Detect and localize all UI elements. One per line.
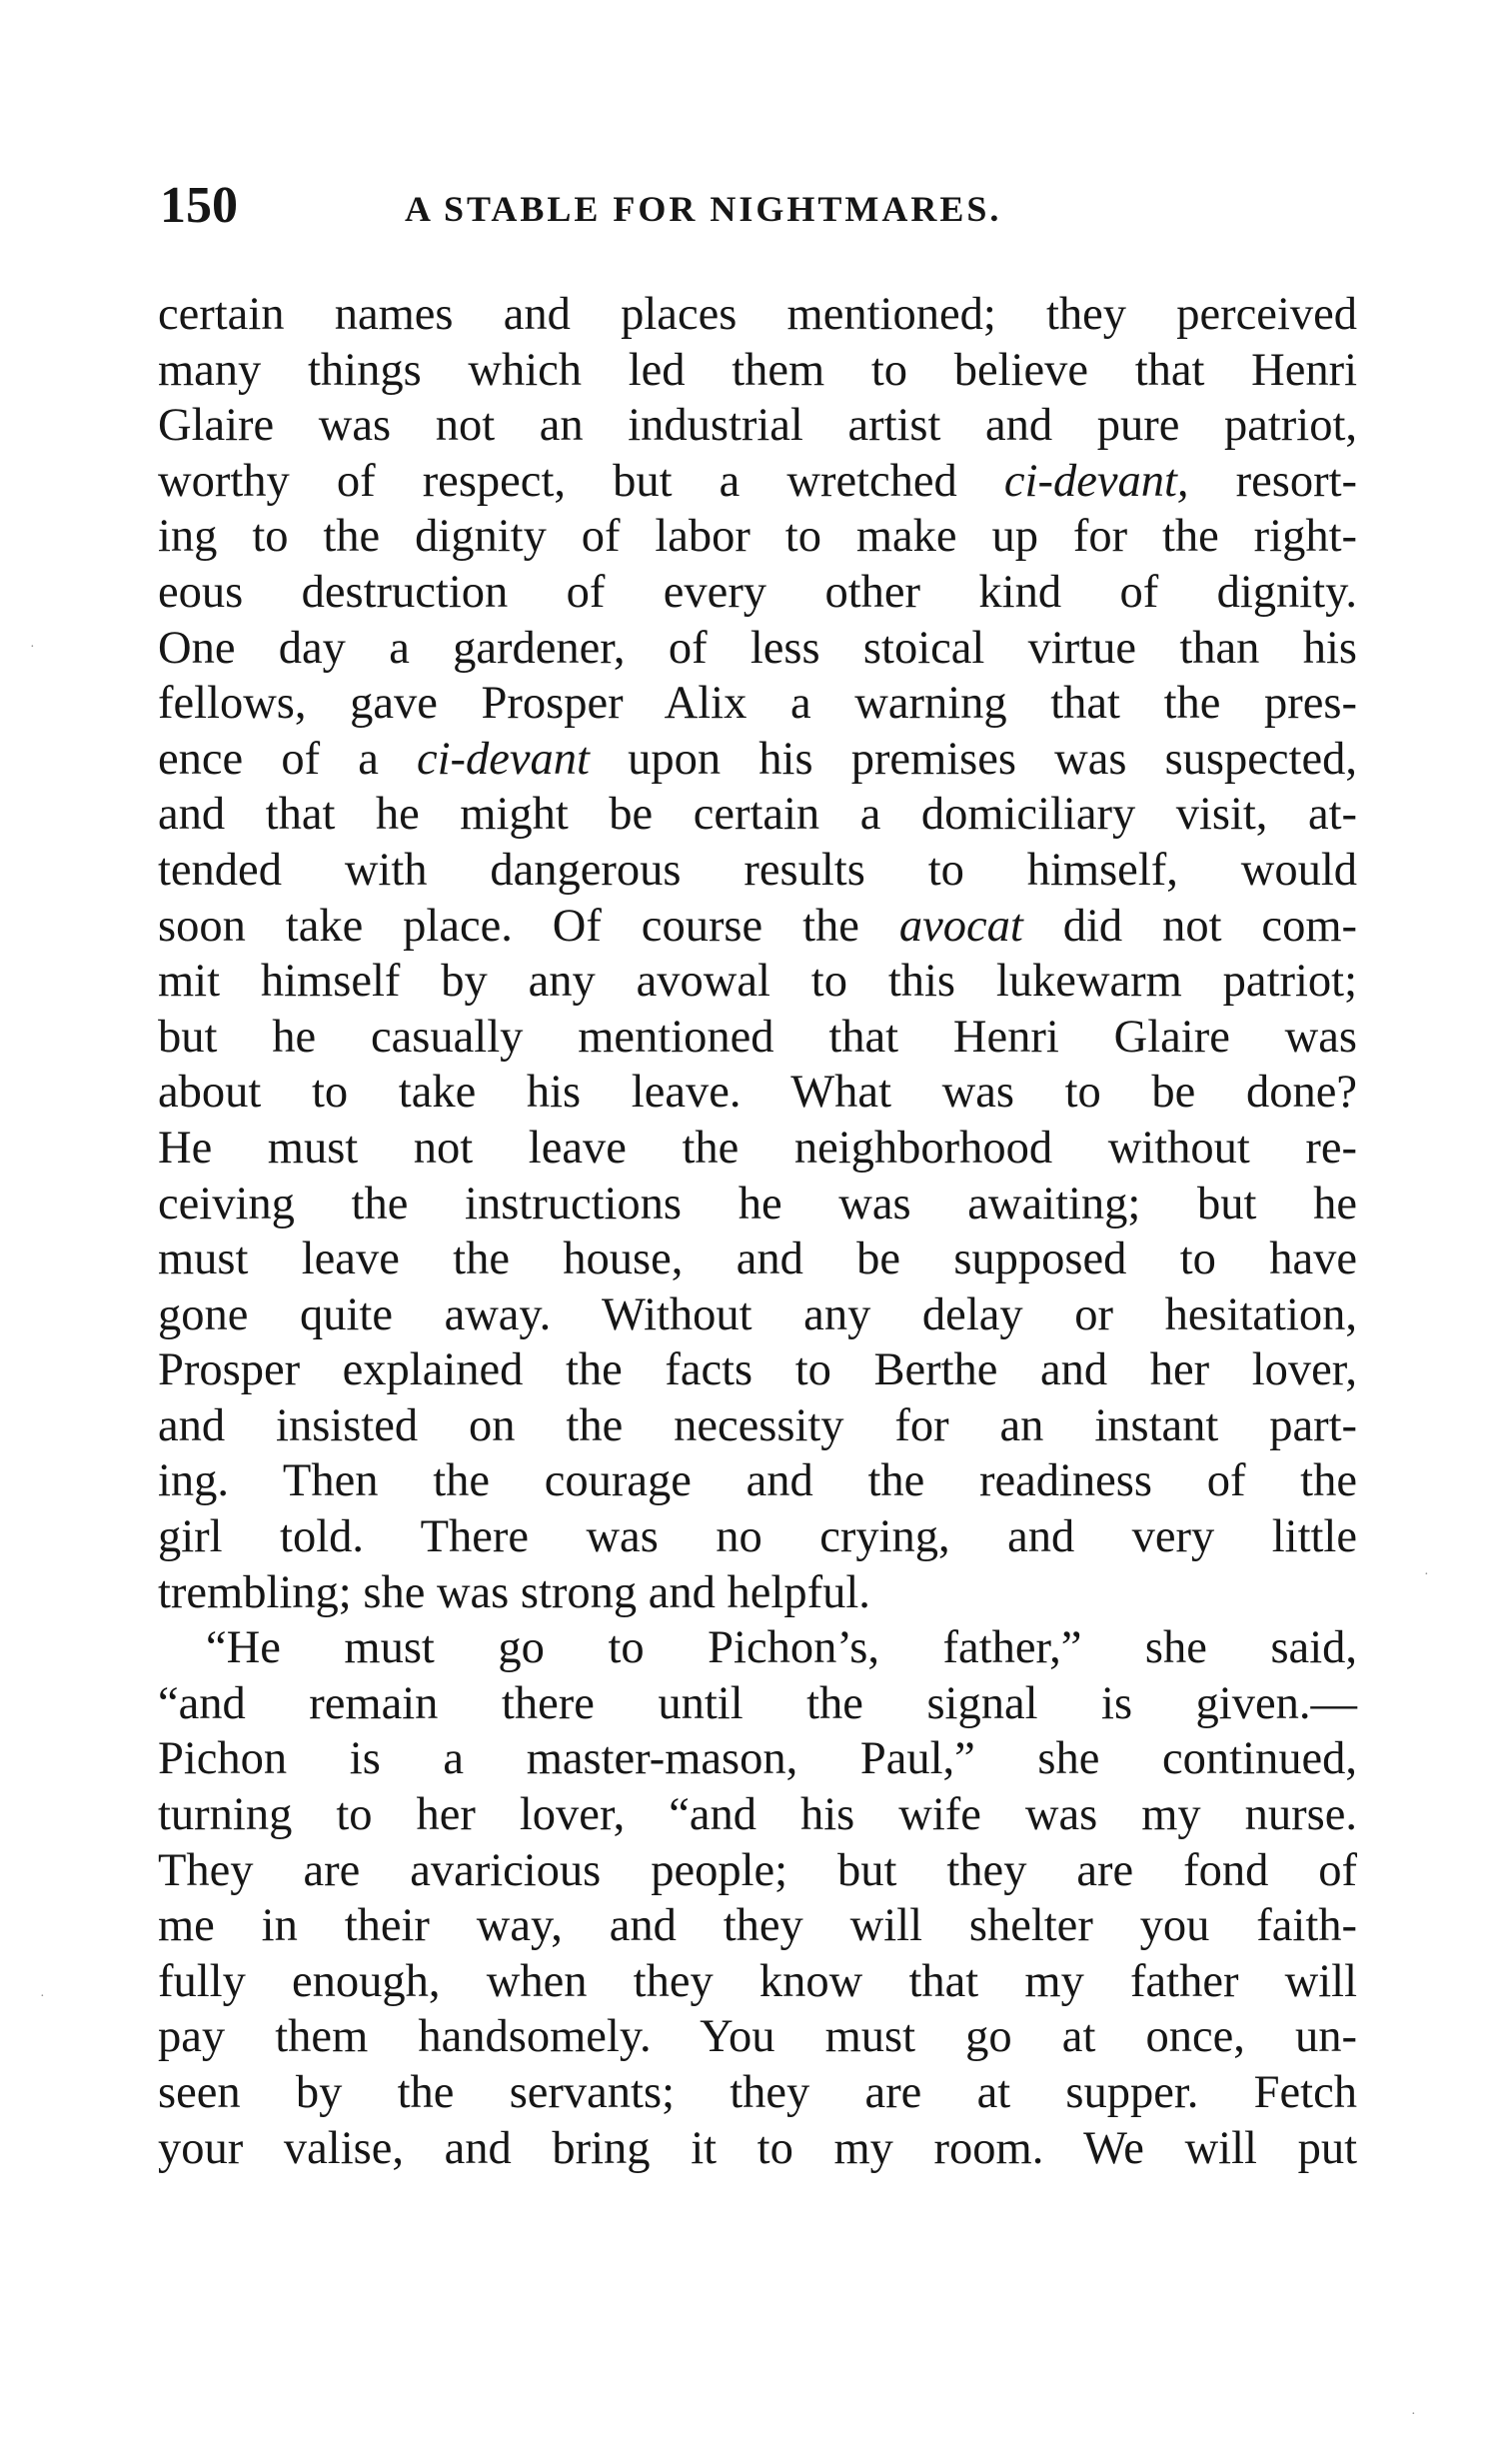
- text-line: [158, 454, 1357, 510]
- text-line: many things which led them to believe that Henri: [158, 344, 1357, 396]
- text-line: certain names and places mentioned; they perceived: [158, 289, 1357, 340]
- text-line: gone quite away. Without any delay or hesitation,: [158, 1288, 1357, 1340]
- text-line: seen by the servants; they are at supper. Fetch: [158, 2067, 1357, 2118]
- text-line: Pichon is a master-mason, Paul,” she continued,: [158, 1733, 1357, 1785]
- running-head: A STABLE FOR NIGHTMARES.: [405, 189, 1002, 229]
- text-span: did not com-: [1022, 900, 1357, 952]
- text-line: He must not leave the neighborhood without re-: [158, 1122, 1357, 1174]
- text-line: tended with dangerous results to himself, would: [158, 844, 1357, 896]
- text-line: me in their way, and they will shelter you faith-: [158, 1900, 1357, 1952]
- text-line: but he casually mentioned that Henri Glaire was: [158, 1011, 1357, 1063]
- page-number: 150: [160, 177, 238, 234]
- paper-speck: ·: [1424, 1567, 1429, 1582]
- paper-speck: ·: [1411, 2407, 1416, 2422]
- text-line: and insisted on the necessity for an instant part-: [158, 1399, 1357, 1451]
- text-span: soon take place. Of course the: [158, 900, 899, 952]
- text-line: turning to her lover, “and his wife was my nurse.: [158, 1789, 1357, 1841]
- text-line: girl told. There was no crying, and very little: [158, 1511, 1357, 1563]
- text-line: ing. Then the courage and the readiness of the: [158, 1455, 1357, 1507]
- text-line: [158, 899, 1357, 955]
- text-line: Prosper explained the facts to Berthe and her lover,: [158, 1344, 1357, 1396]
- text-line: pay them handsomely. You must go at once, un-: [158, 2011, 1357, 2063]
- page-header: [160, 176, 1359, 236]
- text-span: ence of a: [158, 733, 417, 785]
- text-span: resort-: [1188, 455, 1358, 507]
- italic-term: ci-devant: [416, 733, 590, 785]
- text-line: trembling; she was strong and helpful.: [158, 1566, 870, 1618]
- text-line: “and remain there until the signal is given.—: [158, 1677, 1357, 1729]
- paper-speck: ·: [40, 1989, 45, 2004]
- text-line: [158, 732, 1357, 788]
- text-line: your valise, and bring it to my room. We will put: [158, 2122, 1357, 2174]
- text-line: must leave the house, and be supposed to have: [158, 1233, 1357, 1285]
- text-line: “He must go to Pichon’s, father,” she said,: [206, 1622, 1357, 1674]
- text-line: Glaire was not an industrial artist and pure patriot,: [158, 400, 1357, 452]
- text-span: worthy of respect, but a wretched: [158, 455, 1004, 507]
- text-span: upon his premises was suspected,: [589, 733, 1357, 785]
- text-line: One day a gardener, of less stoical virtue than his: [158, 622, 1357, 674]
- italic-term: ci-devant,: [1003, 455, 1189, 507]
- italic-term: avocat: [898, 900, 1023, 952]
- text-line: about to take his leave. What was to be done?: [158, 1067, 1357, 1119]
- text-line: fellows, gave Prosper Alix a warning that the pres-: [158, 678, 1357, 730]
- text-line: eous destruction of every other kind of dignity.: [158, 566, 1357, 618]
- text-line: mit himself by any avowal to this lukewarm patriot;: [158, 956, 1357, 1008]
- text-line: ing to the dignity of labor to make up for the right-: [158, 511, 1357, 563]
- text-line: ceiving the instructions he was awaiting; but he: [158, 1178, 1357, 1229]
- paper-speck: ·: [30, 640, 35, 655]
- text-line: fully enough, when they know that my father will: [158, 1955, 1357, 2007]
- text-line: and that he might be certain a domiciliary visit, at-: [158, 789, 1357, 841]
- text-line: They are avaricious people; but they are fond of: [158, 1844, 1357, 1896]
- body-text: [158, 287, 1357, 2176]
